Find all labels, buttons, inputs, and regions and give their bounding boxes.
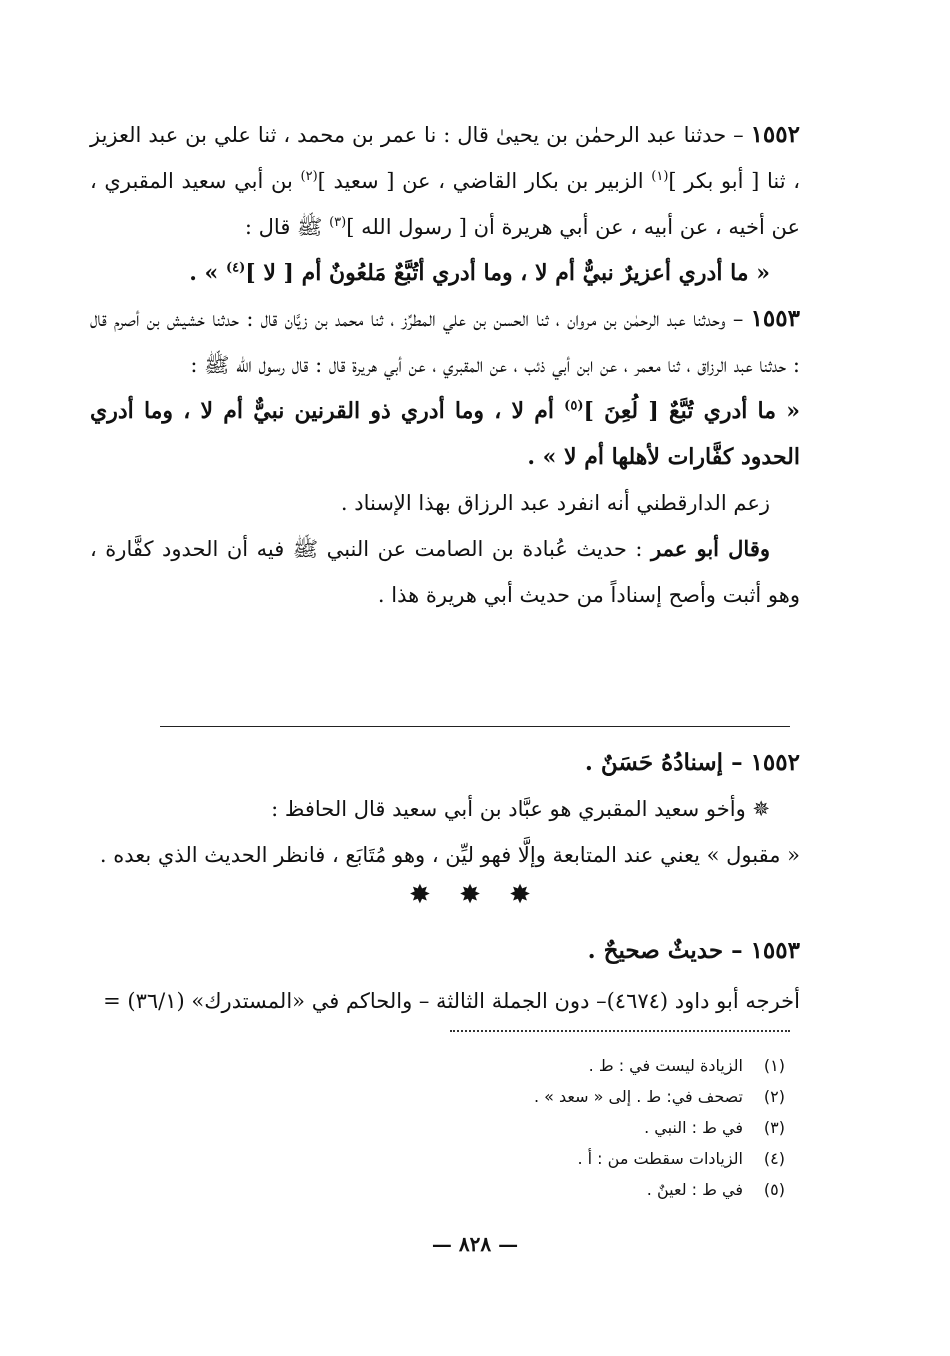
- footnote-number: (٢): [763, 1087, 785, 1106]
- commentary-heading: ١٥٥٣ – حديثٌ صحيحٌ .: [587, 937, 800, 964]
- footnotes: [534, 1050, 785, 1205]
- footnote-text: في ط : لعينٌ .: [646, 1180, 743, 1199]
- footnote-text: تصحف في: ط . إلى « سعد » .: [533, 1087, 743, 1106]
- commentary-divider: [160, 726, 790, 727]
- hadith-number: ١٥٥٣: [750, 305, 800, 332]
- matn-text: أم لا ، وما أدري ذو القرنين نبيٌّ أم لا ، وما أدري الحدود كفَّارات لأهلها أم لا » .: [90, 398, 800, 470]
- footnote-number: (٥): [763, 1180, 785, 1199]
- footnote-item: [534, 1143, 785, 1174]
- footnote-number: (١): [763, 1056, 785, 1075]
- page-number: — ٨٢٨ —: [431, 1232, 519, 1256]
- footnote-ref: (٤): [225, 260, 246, 276]
- note-label: وقال أبو عمر: [651, 536, 771, 561]
- footnote-ref: (٢): [300, 169, 318, 184]
- footnote-number: (٣): [763, 1118, 785, 1137]
- hadith-1552-matn: [90, 250, 800, 296]
- isnad-text: ﷺ قال :: [244, 215, 330, 239]
- footnote-text: الزيادات سقطت من : أ .: [577, 1149, 743, 1168]
- footnote-number: (٤): [763, 1149, 785, 1168]
- hadith-1552-isnad: [90, 112, 800, 250]
- footnote-ref: (٣): [329, 215, 347, 230]
- main-text: [90, 112, 800, 618]
- matn-text: « ما أدري تُبَّعٌ [ لُعِنَ ]: [583, 398, 800, 424]
- commentary-1552: [90, 740, 800, 878]
- footnote-divider: [450, 1030, 790, 1032]
- isnad-text: – وحدثنا عبد الرحمٰن بن مروان ، ثنا الحسن بن علي المطرِّز ، ثنا محمد بن زيَّان قال : حدثنا خشيش بن أصرم قال : حدثنا عبد الرزاق ، ثنا معمر ، عن ابن أبي ذئب ، عن المقبري ، عن أبي هريرة قال : قال رسول الله ﷺ :: [90, 307, 800, 377]
- section-separator: ✸ ✸ ✸: [409, 880, 541, 910]
- matn-text: » .: [189, 260, 226, 286]
- note-abu-umar: [90, 526, 800, 618]
- commentary-line: أخرجه أبو داود (٤٦٧٤)– دون الجملة الثالثة – والحاكم في «المستدرك» (٣٦/١) =: [103, 989, 800, 1013]
- footnote-text: الزيادة ليست في : ط .: [588, 1056, 743, 1075]
- isnad-text: بن أبي سعيد المقبري ، عن أخيه ، عن أبيه ، عن أبي هريرة أن [ رسول الله ]: [90, 169, 800, 239]
- footnote-item: [534, 1112, 785, 1143]
- note-daraqutni: زعم الدارقطني أنه انفرد عبد الرزاق بهذا الإسناد .: [340, 491, 770, 515]
- hadith-1553-matn: [90, 388, 800, 480]
- isnad-text: الزبير بن بكار القاضي ، عن [ سعيد ]: [317, 169, 652, 193]
- footnote-ref: (٥): [564, 398, 584, 414]
- footnote-text: في ط : النبي .: [644, 1118, 743, 1137]
- hadith-number: ١٥٥٢: [750, 121, 800, 148]
- footnote-item: [534, 1081, 785, 1112]
- commentary-line: « مقبول » يعني عند المتابعة وإلَّا فهو ليِّن ، وهو مُتَابَع ، فانظر الحديث الذي بعده .: [99, 843, 800, 867]
- note-text: : حديث عُبادة بن الصامت عن النبي ﷺ فيه أن الحدود كفَّارة ، وهو أثبت وأصح إسناداً من حديث أبي هريرة هذا .: [90, 537, 800, 607]
- isnad-text: – حدثنا عبد الرحمٰن بن يحيىٰ قال : نا عمر بن محمد ، ثنا علي بن عبد العزيز ، ثنا [ أبو بكر ]: [90, 123, 800, 193]
- footnote-item: [534, 1050, 785, 1081]
- hadith-1553-isnad: [90, 296, 800, 388]
- commentary-heading: ١٥٥٢ – إسنادُهُ حَسَنٌ .: [584, 749, 800, 776]
- commentary-line: ✵ وأخو سعيد المقبري هو عبَّاد بن أبي سعيد قال الحافظ :: [271, 797, 770, 821]
- footnote-item: [534, 1174, 785, 1205]
- matn-text: « ما أدري أعزيرٌ نبيٌّ أم لا ، وما أدري أتُبَّعٌ مَلعُونٌ أم [ لا ]: [245, 260, 770, 286]
- commentary-1553: [90, 926, 800, 1026]
- footnote-ref: (١): [651, 169, 669, 184]
